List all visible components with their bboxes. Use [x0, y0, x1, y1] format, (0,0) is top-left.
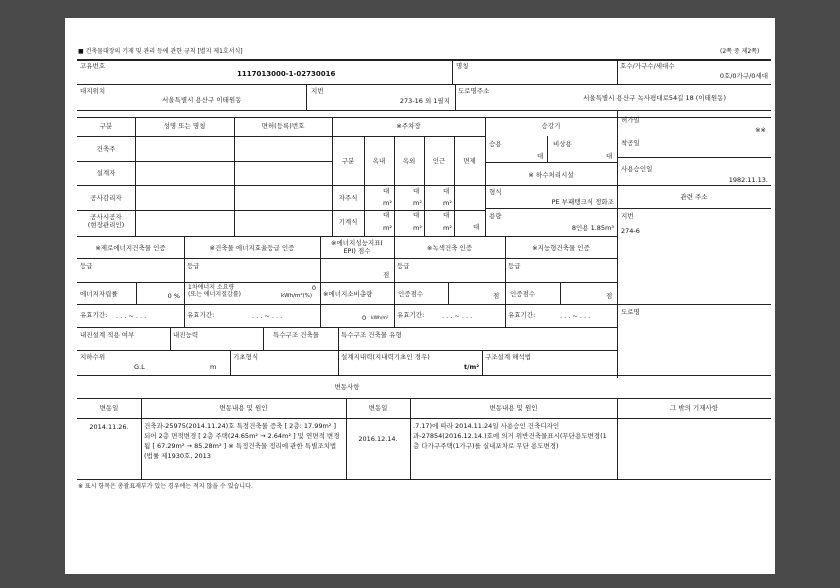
grid-line: [77, 117, 771, 118]
structural-analysis-label: 구조설계 해석법: [485, 353, 532, 361]
grid-line: [560, 282, 561, 304]
smart-building-cert-label: ※지능형건축물 인증: [532, 244, 590, 252]
elevator-unit: 대: [606, 152, 613, 160]
units-value: 0호/0가구/0세대: [719, 72, 768, 80]
groundwater-label: 지하수위: [80, 353, 106, 361]
change-date-header: 변동일: [99, 404, 119, 412]
road-address-value: 서울특별시 용산구 녹사평대로54길 18 (이태원동): [583, 94, 726, 102]
self-sufficiency-label: 에너지자립률: [80, 290, 118, 298]
unit-m2: m²: [413, 224, 422, 232]
elevator-unit: 대: [537, 152, 544, 160]
seismic-capacity-label: 내진능력: [173, 331, 199, 339]
unit-dae: 대: [443, 187, 450, 195]
name-label: 명칭: [456, 62, 469, 70]
sewage-type-label: 형식: [489, 188, 502, 196]
grid-line: [306, 84, 307, 110]
grid-line: [77, 350, 617, 351]
constructor-label: 공사시공자: [90, 213, 122, 221]
grid-line: [77, 375, 771, 376]
grid-line: [77, 161, 332, 162]
green-validity-value: . . . ~ . . .: [442, 312, 473, 320]
epi-label-2: EPI) 점수: [343, 247, 371, 255]
lot-label: 지번: [311, 87, 324, 95]
grid-line: [617, 60, 618, 85]
grid-line: [424, 136, 425, 236]
road-address-label: 도로명주소: [458, 87, 490, 95]
grid-line: [263, 327, 264, 350]
special-structure-type-label: 특수구조 건축물 유형: [341, 331, 402, 339]
form-header-title: ■ 건축물대장의 기재 및 관리 등에 관한 규칙 [별지 제1호서식]: [78, 48, 243, 55]
green-score-unit: 점: [493, 292, 500, 300]
related-road-label: 도로명: [621, 308, 640, 316]
changes-title: 변동사항: [334, 383, 360, 391]
permit-date-value: ※※: [755, 126, 766, 134]
grid-line: [230, 350, 231, 375]
unit-dae: 대: [383, 187, 390, 195]
sewage-type-value: PE 부패탱크식 정화조: [551, 198, 614, 206]
elevator-passenger-label: 승용: [489, 140, 502, 148]
change-date: 2016.12.14.: [358, 435, 398, 443]
parking-exempt-header: 면제: [463, 157, 476, 165]
epi-label-1: ※에너지성능지표(: [331, 239, 383, 247]
units-label: 호수/가구수/세대수: [620, 62, 675, 70]
unit-m2: m²: [413, 199, 422, 207]
groundwater-unit: m: [210, 363, 217, 371]
parking-indoor-header: 옥내: [372, 157, 386, 165]
efficiency-grade-label: 등급: [187, 262, 200, 270]
grid-line: [77, 258, 617, 259]
owner-label: 건축주: [96, 145, 116, 153]
approval-date-label: 사용승인일: [621, 165, 653, 173]
unit-m2: m²: [443, 224, 452, 232]
site-label: 대지위치: [80, 87, 106, 95]
primary-energy-label-1: 1차에너지 소요량: [188, 284, 235, 291]
grid-line: [482, 350, 483, 375]
grid-line: [77, 236, 617, 237]
change-content-header: 변동내용 및 원인: [489, 404, 538, 412]
energy-consumption-unit: kWh/m²: [371, 316, 389, 321]
unique-no-label: 고유번호: [80, 62, 106, 70]
site-manager-label: (현장관리인): [87, 221, 125, 229]
lot-value: 273-16 외 1필지: [399, 97, 450, 105]
grid-line: [617, 110, 618, 378]
zero-grade-label: 등급: [80, 262, 93, 270]
grid-line: [617, 157, 771, 158]
smart-cert-score-label: 인증점수: [510, 290, 536, 298]
persons-name-header: 성명 또는 명칭: [163, 122, 206, 130]
grid-line: [448, 282, 449, 304]
permit-date-label: 허가일: [621, 116, 640, 124]
green-building-cert-label: ※녹색건축 인증: [426, 244, 473, 252]
unit-dae: 대: [383, 211, 390, 219]
unit-m2: m²: [443, 199, 452, 207]
unit-m2: m²: [383, 199, 392, 207]
seismic-applied-label: 내진설계 적용 여부: [80, 331, 135, 339]
change-date-header: 변동일: [368, 404, 388, 412]
start-date-label: 착공일: [621, 139, 640, 147]
change-date: 2014.11.26.: [89, 423, 129, 431]
self-sufficiency-value: 0 %: [167, 292, 180, 300]
grid-line: [452, 60, 453, 85]
change-content-header: 변동내용 및 원인: [219, 404, 268, 412]
sewage-capacity-label: 용량: [489, 212, 502, 220]
persons-category-header: 구분: [99, 122, 113, 130]
unit-m2: m²: [383, 224, 392, 232]
energy-consumption-value: 0: [362, 314, 367, 322]
grid-line: [77, 304, 771, 305]
special-structure-label: 특수구조 건축물: [273, 331, 320, 339]
grid-line: [234, 117, 235, 236]
grid-line: [136, 282, 137, 304]
zero-validity-value: . . . ~ . . .: [116, 312, 147, 320]
green-cert-score-label: 인증점수: [398, 290, 424, 298]
green-validity-label: 유효기간:: [397, 311, 425, 319]
grid-line: [77, 327, 617, 328]
grid-line: [364, 136, 365, 236]
grid-line: [170, 327, 171, 350]
sewage-title: ※ 하수처리시설: [528, 171, 574, 179]
grid-line: [77, 282, 617, 283]
footnote: ※ 표시 항목은 총괄표제부가 있는 경우에는 적지 않을 수 있습니다.: [78, 483, 253, 490]
supervisor-label: 공사감리자: [90, 194, 122, 202]
energy-efficiency-cert-label: ※건축물 에너지효율등급 인증: [209, 244, 295, 252]
persons-license-header: 면허(등록)번호: [261, 122, 305, 130]
zero-energy-cert-label: ※제로에너지건축물 인증: [95, 244, 166, 252]
epi-score-unit: 점: [383, 271, 390, 279]
parking-mech-label: 기계식: [338, 218, 358, 226]
grid-line: [77, 84, 771, 85]
related-address-title: 관련 주소: [680, 193, 708, 201]
unique-no-value: 1117013000-1-02730016: [237, 70, 336, 78]
change-content: .7.17)에 따라 2014.11.24일 사용승인 건축디자인과-27854(2016.12.14.)호에 의거 위반건축물표시(무단용도변경(1층 다가구주택(1가구)를 실내포차로 무단 용도변경): [413, 422, 607, 451]
change-content: 건축과-25975(2014.11.24)호 특정건축물 증축 [ 2층: 17.99m² ] 되어 2층 면적변경 [ 2층 주택(24.65m² → 2.64m² ] 및 연면적 변경됨 [ 67.29m² → 85.28m² ] ※ 특정건축물 정리에 관한 특별조치법(법률 제1930호, 2013: [144, 422, 340, 461]
parking-category-header: 구분: [341, 157, 355, 165]
sewage-capacity-value: 8인용 1.85m³: [571, 224, 614, 232]
grid-line: [394, 136, 395, 236]
parking-outdoor-header: 옥외: [402, 157, 416, 165]
grid-line: [485, 208, 618, 209]
grid-line: [485, 162, 618, 163]
grid-line: [77, 110, 771, 111]
parking-title: ※주차장: [396, 122, 421, 130]
groundwater-value: G.L: [134, 363, 145, 371]
smart-score-unit: 점: [606, 292, 613, 300]
grid-line: [77, 398, 771, 399]
bearing-capacity-label: 설계지내력(지내력기초인 경우): [341, 353, 430, 361]
grid-line: [455, 84, 456, 110]
smart-validity-value: . . . ~ . . .: [560, 312, 591, 320]
efficiency-validity-value: . . . ~ . . .: [252, 312, 283, 320]
grid-line: [77, 479, 771, 480]
zero-validity-label: 유효기간:: [80, 311, 108, 319]
table-top-border: [77, 59, 771, 61]
site-value: 서울특별시 용산구 이태원동: [162, 96, 242, 104]
efficiency-validity-label: 유효기간:: [187, 311, 215, 319]
unit-dae: 대: [413, 187, 420, 195]
unit-dae: 대: [443, 211, 450, 219]
grid-line: [338, 350, 339, 375]
unit-dae: 대: [473, 223, 480, 231]
grid-line: [617, 208, 771, 209]
page-indicator: (2쪽 중 제2쪽): [720, 48, 760, 55]
primary-energy-label-2: (또는 에너지절감률): [188, 291, 241, 298]
parking-self-label: 자주식: [338, 194, 358, 202]
foundation-type-label: 기초형식: [233, 353, 259, 361]
related-lot-value: 274-6: [621, 227, 640, 235]
approval-date-value: 1982.11.13.: [728, 176, 768, 184]
other-notes-header: 그 밖의 기재사항: [669, 404, 719, 412]
parking-nearby-header: 인근: [432, 157, 446, 165]
grid-line: [338, 327, 339, 350]
primary-energy-value: 0: [311, 284, 316, 292]
elevator-title: 승강기: [541, 122, 561, 130]
grid-line: [547, 136, 548, 162]
primary-energy-unit: kWh/m²(%): [281, 293, 313, 299]
smart-grade-label: 등급: [508, 262, 521, 270]
elevator-emergency-label: 비상용: [553, 140, 572, 148]
grid-line: [454, 136, 455, 236]
green-grade-label: 등급: [397, 262, 410, 270]
smart-validity-label: 유효기간:: [508, 311, 536, 319]
grid-line: [135, 117, 136, 236]
related-lot-label: 지번: [621, 212, 634, 220]
energy-consumption-label: ※에너지소비총량: [323, 290, 373, 298]
grid-line: [77, 418, 771, 419]
designer-label: 설계자: [96, 169, 116, 177]
bearing-capacity-unit: t/m²: [464, 363, 480, 371]
unit-dae: 대: [413, 211, 420, 219]
